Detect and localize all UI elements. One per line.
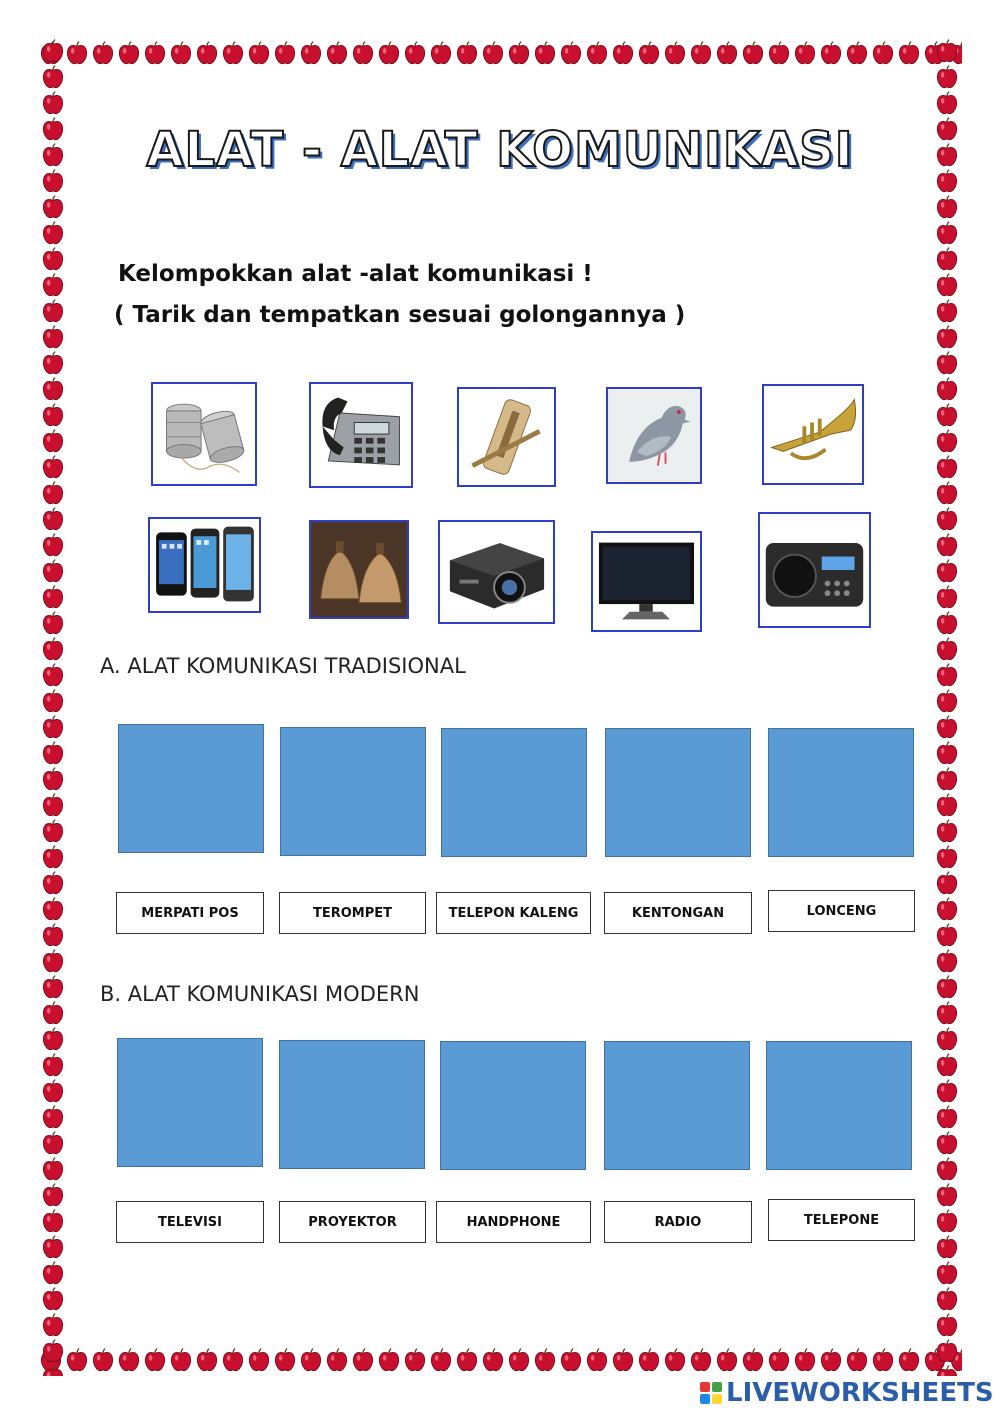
label-b-5[interactable]: TELEPONE (768, 1199, 915, 1241)
apple-icon (870, 40, 896, 66)
section-a-title: A. ALAT KOMUNIKASI TRADISIONAL (100, 654, 466, 678)
drop-zone-b-5[interactable] (766, 1041, 912, 1170)
apple-icon (116, 1347, 142, 1373)
apple-icon (844, 40, 870, 66)
apple-icon (934, 1364, 960, 1376)
apple-icon (324, 1347, 350, 1373)
drop-zone-a-4[interactable] (605, 728, 751, 857)
apple-icon (934, 558, 960, 584)
apple-icon (40, 1156, 66, 1182)
apple-icon (40, 1104, 66, 1130)
apple-icon (934, 662, 960, 688)
apple-icon (934, 1208, 960, 1234)
apple-icon (714, 1347, 740, 1373)
apple-icon (40, 1130, 66, 1156)
apple-icon (40, 1208, 66, 1234)
apple-icon (40, 922, 66, 948)
kentongan-icon[interactable] (457, 387, 556, 487)
apple-icon (116, 40, 142, 66)
apple-icon (40, 350, 66, 376)
apple-icon (934, 1156, 960, 1182)
apple-icon (454, 40, 480, 66)
apple-icon (934, 1000, 960, 1026)
apple-icon (480, 40, 506, 66)
apple-icon (40, 194, 66, 220)
apple-icon (40, 584, 66, 610)
apple-icon (662, 40, 688, 66)
apple-icon (934, 532, 960, 558)
apple-icon (934, 402, 960, 428)
apple-icon (428, 1347, 454, 1373)
apple-icon (90, 1347, 116, 1373)
apple-icon (934, 38, 960, 64)
apple-border-bottom (38, 1347, 962, 1373)
apple-icon (194, 1347, 220, 1373)
apple-icon (454, 1347, 480, 1373)
apple-icon (934, 688, 960, 714)
page-title: ALAT - ALAT KOMUNIKASI (146, 122, 854, 178)
apple-icon (40, 974, 66, 1000)
apple-icon (298, 1347, 324, 1373)
drop-zone-a-3[interactable] (441, 728, 587, 857)
apple-icon (792, 1347, 818, 1373)
apple-icon (934, 1104, 960, 1130)
pigeon-icon[interactable] (606, 387, 702, 484)
apple-icon (934, 428, 960, 454)
apple-icon (246, 40, 272, 66)
label-a-1[interactable]: MERPATI POS (116, 892, 264, 934)
apple-icon (40, 1260, 66, 1286)
apple-icon (584, 40, 610, 66)
apple-icon (610, 1347, 636, 1373)
apple-icon (40, 870, 66, 896)
apple-icon (532, 40, 558, 66)
apple-icon (934, 506, 960, 532)
apple-icon (934, 1026, 960, 1052)
apple-icon (934, 1130, 960, 1156)
apple-icon (934, 818, 960, 844)
apple-icon (934, 480, 960, 506)
apple-icon (934, 948, 960, 974)
apple-icon (40, 740, 66, 766)
apple-icon (934, 64, 960, 90)
apple-icon (40, 1026, 66, 1052)
trumpet-icon[interactable] (762, 384, 864, 485)
apple-icon (688, 40, 714, 66)
apple-icon (558, 40, 584, 66)
apple-icon (934, 870, 960, 896)
apple-icon (376, 1347, 402, 1373)
apple-icon (934, 1078, 960, 1104)
apple-icon (40, 896, 66, 922)
apple-icon (40, 324, 66, 350)
bells-icon[interactable] (309, 520, 409, 619)
apple-icon (40, 766, 66, 792)
apple-icon (934, 766, 960, 792)
drop-zone-b-1[interactable] (117, 1038, 263, 1167)
apple-icon (934, 1312, 960, 1338)
apple-icon (934, 376, 960, 402)
apple-icon (40, 714, 66, 740)
apple-icon (64, 40, 90, 66)
apple-icon (792, 40, 818, 66)
apple-icon (40, 38, 66, 64)
apple-icon (350, 1347, 376, 1373)
apple-icon (428, 40, 454, 66)
apple-icon (558, 1347, 584, 1373)
apple-icon (934, 194, 960, 220)
apple-icon (142, 40, 168, 66)
apple-icon (934, 922, 960, 948)
apple-icon (220, 40, 246, 66)
apple-icon (896, 1347, 922, 1373)
projector-icon[interactable] (438, 520, 555, 624)
apple-icon (934, 740, 960, 766)
apple-icon (350, 40, 376, 66)
liveworksheets-logo (700, 1376, 994, 1410)
apple-icon (40, 636, 66, 662)
apple-icon (934, 1234, 960, 1260)
apple-icon (40, 1286, 66, 1312)
apple-icon (40, 662, 66, 688)
apple-icon (934, 324, 960, 350)
apple-icon (40, 376, 66, 402)
apple-icon (844, 1347, 870, 1373)
apple-icon (298, 40, 324, 66)
radio-icon[interactable] (758, 512, 871, 628)
apple-icon (40, 948, 66, 974)
apple-icon (480, 1347, 506, 1373)
apple-border-left (40, 38, 66, 1376)
apple-icon (376, 40, 402, 66)
apple-icon (934, 220, 960, 246)
apple-icon (688, 1347, 714, 1373)
apple-icon (934, 350, 960, 376)
apple-icon (934, 1286, 960, 1312)
apple-icon (40, 1182, 66, 1208)
section-b-title: B. ALAT KOMUNIKASI MODERN (100, 982, 420, 1006)
apple-icon (934, 1338, 960, 1364)
apple-icon (896, 40, 922, 66)
apple-icon (40, 402, 66, 428)
apple-icon (934, 792, 960, 818)
apple-icon (610, 40, 636, 66)
apple-icon (532, 1347, 558, 1373)
apple-icon (40, 688, 66, 714)
drop-zone-a-2[interactable] (280, 727, 426, 856)
apple-icon (934, 844, 960, 870)
label-a-3[interactable]: TELEPON KALENG (436, 892, 591, 934)
apple-icon (40, 272, 66, 298)
apple-icon (934, 1260, 960, 1286)
television-icon[interactable] (591, 531, 702, 632)
apple-icon (40, 1312, 66, 1338)
apple-icon (934, 246, 960, 272)
apple-icon (40, 1234, 66, 1260)
apple-icon (40, 298, 66, 324)
label-b-1[interactable]: TELEVISI (116, 1201, 264, 1243)
apple-icon (40, 480, 66, 506)
apple-icon (40, 1000, 66, 1026)
apple-icon (934, 714, 960, 740)
brand-squares-icon (700, 1382, 722, 1404)
apple-icon (402, 40, 428, 66)
apple-icon (934, 636, 960, 662)
apple-icon (740, 40, 766, 66)
label-b-3[interactable]: HANDPHONE (436, 1201, 591, 1243)
apple-icon (934, 298, 960, 324)
apple-icon (584, 1347, 610, 1373)
label-b-2[interactable]: PROYEKTOR (279, 1201, 426, 1243)
apple-icon (934, 454, 960, 480)
drop-zone-b-3[interactable] (440, 1041, 586, 1170)
label-a-2[interactable]: TEROMPET (279, 892, 426, 934)
apple-icon (636, 1347, 662, 1373)
apple-icon (168, 1347, 194, 1373)
apple-icon (40, 1052, 66, 1078)
drop-zone-b-4[interactable] (604, 1041, 750, 1170)
apple-icon (220, 1347, 246, 1373)
apple-icon (402, 1347, 428, 1373)
apple-icon (40, 818, 66, 844)
apple-icon (40, 220, 66, 246)
apple-icon (818, 1347, 844, 1373)
apple-icon (740, 1347, 766, 1373)
apple-icon (934, 1182, 960, 1208)
apple-icon (40, 246, 66, 272)
label-b-4[interactable]: RADIO (604, 1201, 752, 1243)
apple-icon (714, 40, 740, 66)
label-a-5[interactable]: LONCENG (768, 890, 915, 932)
apple-icon (870, 1347, 896, 1373)
apple-icon (766, 1347, 792, 1373)
apple-icon (934, 272, 960, 298)
apple-icon (40, 558, 66, 584)
apple-icon (506, 1347, 532, 1373)
apple-icon (40, 792, 66, 818)
apple-icon (40, 1078, 66, 1104)
drop-zone-a-5[interactable] (768, 728, 914, 857)
drop-zone-a-1[interactable] (118, 724, 264, 853)
apple-icon (272, 40, 298, 66)
apple-icon (40, 844, 66, 870)
apple-icon (142, 1347, 168, 1373)
tin-can-phone-icon[interactable] (151, 382, 257, 486)
apple-icon (40, 506, 66, 532)
label-a-4[interactable]: KENTONGAN (604, 892, 752, 934)
apple-icon (766, 40, 792, 66)
apple-icon (40, 428, 66, 454)
smartphones-icon[interactable] (148, 517, 261, 613)
apple-icon (40, 610, 66, 636)
apple-icon (934, 584, 960, 610)
apple-icon (40, 90, 66, 116)
apple-icon (934, 610, 960, 636)
apple-icon (636, 40, 662, 66)
apple-icon (506, 40, 532, 66)
apple-icon (272, 1347, 298, 1373)
apple-icon (168, 40, 194, 66)
apple-border-right (934, 38, 960, 1376)
apple-icon (934, 90, 960, 116)
instruction-line-1: Kelompokkan alat -alat komunikasi ! (118, 261, 593, 287)
instruction-line-2: ( Tarik dan tempatkan sesuai golongannya ) (114, 302, 686, 328)
apple-border-top (38, 40, 962, 66)
apple-icon (246, 1347, 272, 1373)
apple-icon (662, 1347, 688, 1373)
apple-icon (818, 40, 844, 66)
apple-icon (934, 974, 960, 1000)
apple-icon (90, 40, 116, 66)
apple-icon (40, 1364, 66, 1376)
apple-icon (40, 64, 66, 90)
brand-name: LIVEWORKSHEETS (726, 1378, 994, 1408)
apple-icon (40, 532, 66, 558)
drop-zone-b-2[interactable] (279, 1040, 425, 1169)
apple-icon (40, 1338, 66, 1364)
apple-icon (194, 40, 220, 66)
apple-icon (324, 40, 350, 66)
apple-icon (934, 1052, 960, 1078)
apple-icon (934, 896, 960, 922)
apple-icon (64, 1347, 90, 1373)
desk-telephone-icon[interactable] (309, 382, 413, 488)
apple-icon (40, 454, 66, 480)
